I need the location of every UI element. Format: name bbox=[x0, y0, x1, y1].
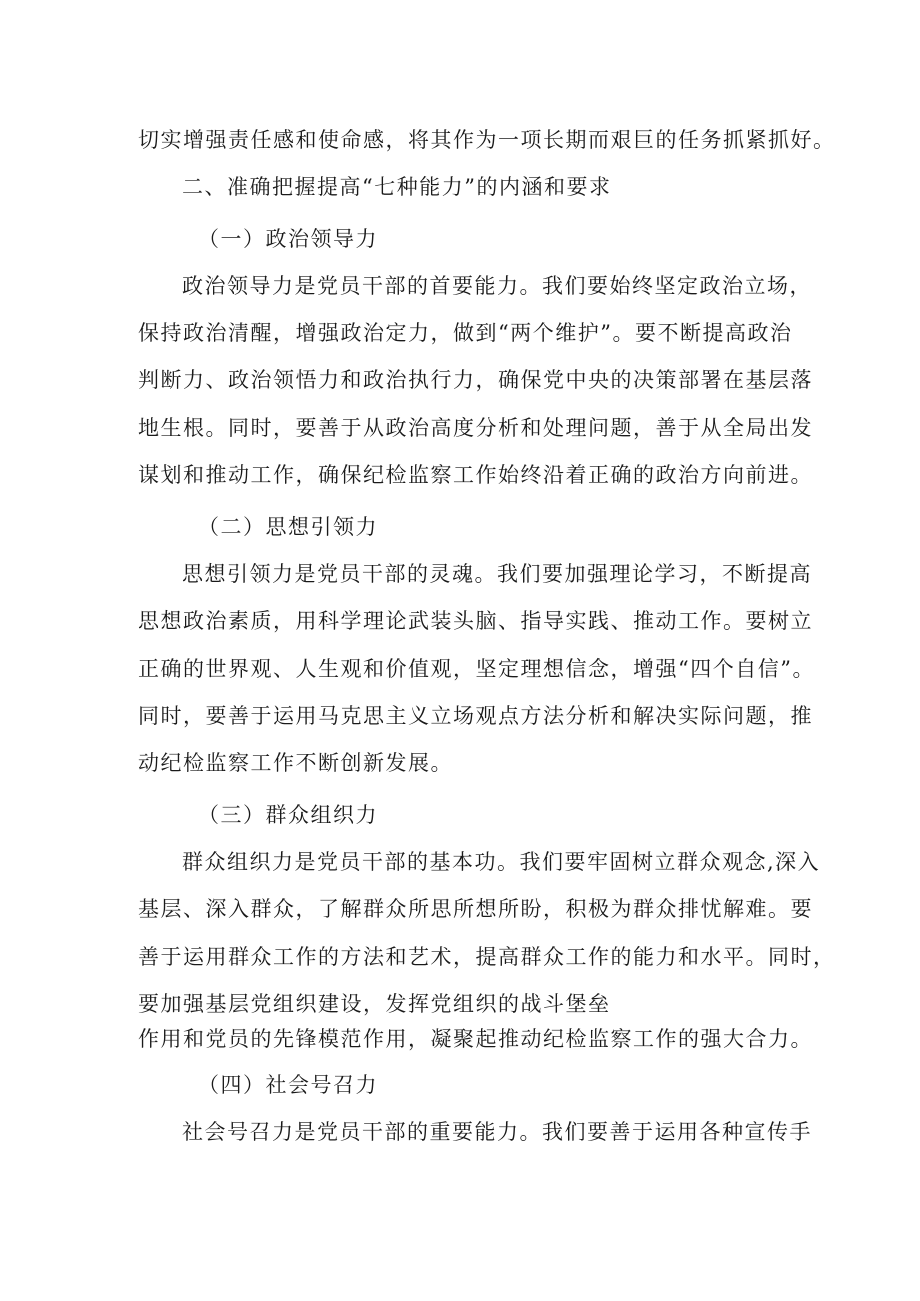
paragraph-line: 政治领导力是党员干部的首要能力。我们要始终坚定政治立场， bbox=[182, 274, 812, 298]
subsection-heading: （四）社会号召力 bbox=[198, 1073, 378, 1097]
subsection-heading: （一）政治领导力 bbox=[198, 227, 378, 251]
subsection-heading: （三）群众组织力 bbox=[198, 803, 378, 827]
paragraph-line: 地生根。同时，要善于从政治高度分析和处理问题，善于从全局出发 bbox=[138, 416, 813, 440]
paragraph-line: 动纪检监察工作不断创新发展。 bbox=[138, 751, 453, 775]
section-heading: 二、准确把握提高“七种能力”的内涵和要求 bbox=[182, 175, 612, 199]
paragraph-line: 思想政治素质，用科学理论武装头脑、指导实践、推动工作。要树立 bbox=[138, 609, 813, 633]
paragraph-line: 同时，要善于运用马克思主义立场观点方法分析和解决实际问题，推 bbox=[138, 704, 813, 728]
paragraph-line: 正确的世界观、人生观和价值观，坚定理想信念，增强“四个自信”。 bbox=[138, 657, 815, 681]
paragraph-line: 保持政治清醒，增强政治定力，做到“两个维护”。要不断提高政治 bbox=[138, 321, 793, 345]
paragraph-line: 要加强基层党组织建设，发挥党组织的战斗堡垒 bbox=[138, 992, 611, 1016]
paragraph-line: 作用和党员的先锋模范作用，凝聚起推动纪检监察工作的强大合力。 bbox=[138, 1027, 813, 1051]
paragraph-line: 判断力、政治领悟力和政治执行力，确保党中央的决策部署在基层落 bbox=[138, 368, 813, 392]
paragraph-line: 谋划和推动工作，确保纪检监察工作始终沿着正确的政治方向前进。 bbox=[138, 463, 813, 487]
paragraph-line: 基层、深入群众，了解群众所思所想所盼，积极为群众排忧解难。要 bbox=[138, 897, 813, 921]
paragraph-line: 善于运用群众工作的方法和艺术，提高群众工作的能力和水平。同时， bbox=[138, 945, 836, 969]
paragraph-line: 思想引领力是党员干部的灵魂。我们要加强理论学习，不断提高 bbox=[182, 562, 812, 586]
paragraph-line: 社会号召力是党员干部的重要能力。我们要善于运用各种宣传手 bbox=[182, 1120, 812, 1144]
paragraph-line: 切实增强责任感和使命感，将其作为一项长期而艰巨的任务抓紧抓好。 bbox=[138, 128, 836, 152]
subsection-heading: （二）思想引领力 bbox=[198, 515, 378, 539]
paragraph-line: 群众组织力是党员干部的基本功。我们要牢固树立群众观念,深入 bbox=[182, 850, 821, 874]
